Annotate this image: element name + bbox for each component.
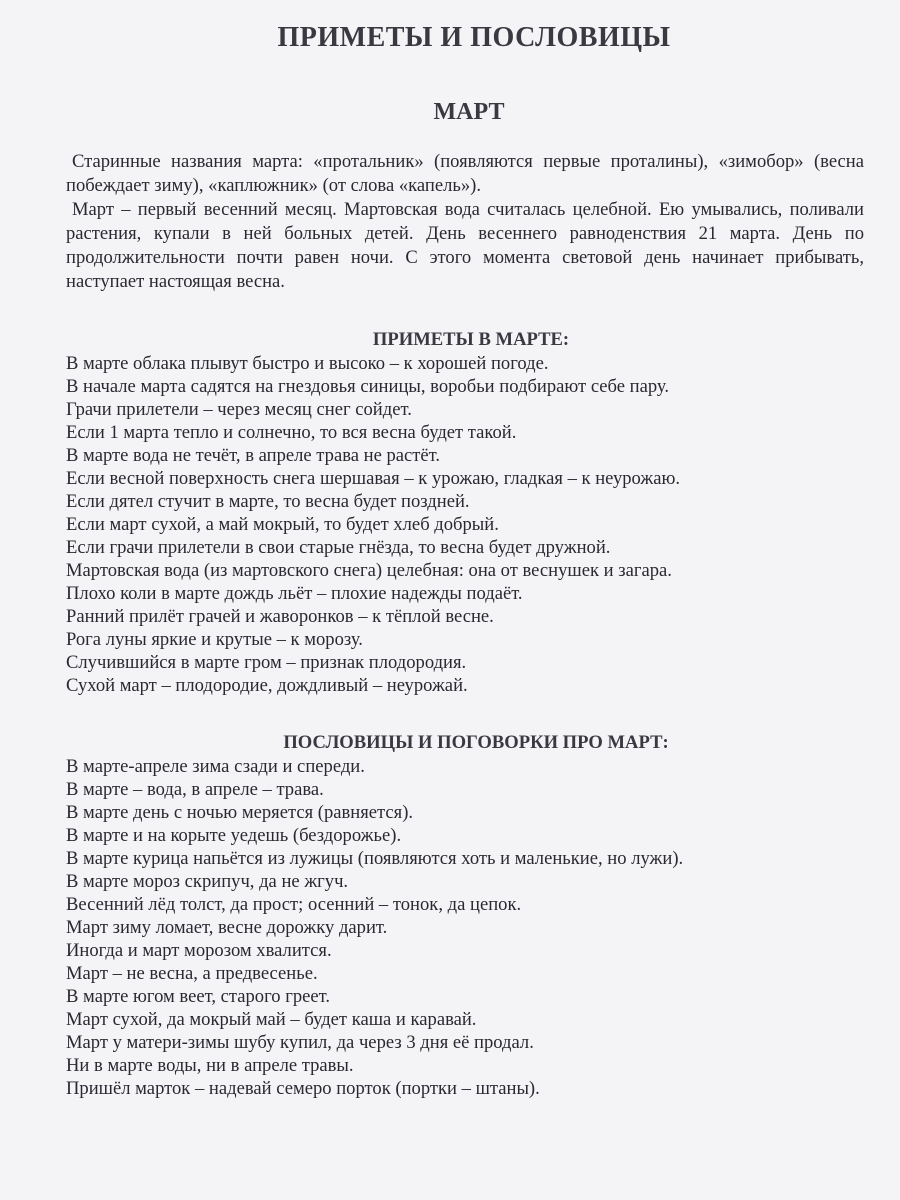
month-title: МАРТ [433,99,505,125]
list-item: Рога луны яркие и крутые – к морозу. [66,629,363,650]
list-item: В марте-апреле зима сзади и спереди. [66,756,365,777]
list-item: Весенний лёд толст, да прост; осенний – тонок, да цепок. [66,894,522,915]
list-item: В марте и на корыте уедешь (бездорожье). [66,825,402,846]
list-item: В марте мороз скрипуч, да не жгуч. [66,871,349,892]
list-item: В начале марта садятся на гнездовья синицы, воробьи подбирают себе пару. [66,376,670,397]
list-item: Мартовская вода (из мартовского снега) целебная: она от веснушек и загара. [66,560,672,581]
list-item: В марте югом веет, старого греет. [66,986,330,1007]
list-item: Ни в марте воды, ни в апреле травы. [66,1055,354,1076]
intro-text [66,150,864,294]
page-title: ПРИМЕТЫ И ПОСЛОВИЦЫ [277,22,671,53]
list-item: В марте вода не течёт, в апреле трава не растёт. [66,445,441,466]
list-item: Если весной поверхность снега шершавая – к урожаю, гладкая – к неурожаю. [66,468,681,489]
list-item: Если 1 марта тепло и солнечно, то вся весна будет такой. [66,422,517,443]
list-item: Если март сухой, а май мокрый, то будет хлеб добрый. [66,514,499,535]
list-item: Если дятел стучит в марте, то весна будет поздней. [66,491,470,512]
list-item: Ранний прилёт грачей и жаворонков – к тёплой весне. [66,606,494,627]
list-item: В марте день с ночью меряется (равняется). [66,802,414,823]
signs-list [66,352,864,697]
list-item: Март зиму ломает, весне дорожку дарит. [66,917,388,938]
list-item: Март сухой, да мокрый май – будет каша и каравай. [66,1009,477,1030]
intro-paragraph: Март – первый весенний месяц. Мартовская вода считалась целебной. Ею умывались, поливали растения, купали в ней больных детей. День весеннего равноденствия 21 марта. День по продолжительности почти равен ночи. С этого момента световой день начинает прибывать, наступает настоящая весна. [66,199,864,292]
list-item: Случившийся в марте гром – признак плодородия. [66,652,467,673]
proverbs-list [66,755,864,1100]
list-item: Сухой март – плодородие, дождливый – неурожай. [66,675,468,696]
list-item: Март – не весна, а предвесенье. [66,963,318,984]
list-item: Иногда и март морозом хвалится. [66,940,332,961]
list-item: Март у матери-зимы шубу купил, да через 3 дня её продал. [66,1032,534,1053]
proverbs-heading: ПОСЛОВИЦЫ И ПОГОВОРКИ ПРО МАРТ: [283,732,669,753]
list-item: В марте – вода, в апреле – трава. [66,779,324,800]
signs-heading: ПРИМЕТЫ В МАРТЕ: [372,329,570,350]
intro-paragraph: Старинные названия марта: «протальник» (появляются первые проталины), «зимобор» (весна побеждает зиму), «каплюжник» (от слова «капель»). [66,151,864,196]
list-item: Пришёл марток – надевай семеро порток (портки – штаны). [66,1078,540,1099]
list-item: В марте курица напьётся из лужицы (появляются хоть и маленькие, но лужи). [66,848,684,869]
list-item: Грачи прилетели – через месяц снег сойдет. [66,399,412,420]
list-item: В марте облака плывут быстро и высоко – к хорошей погоде. [66,353,549,374]
list-item: Плохо коли в марте дождь льёт – плохие надежды подаёт. [66,583,523,604]
list-item: Если грачи прилетели в свои старые гнёзда, то весна будет дружной. [66,537,611,558]
